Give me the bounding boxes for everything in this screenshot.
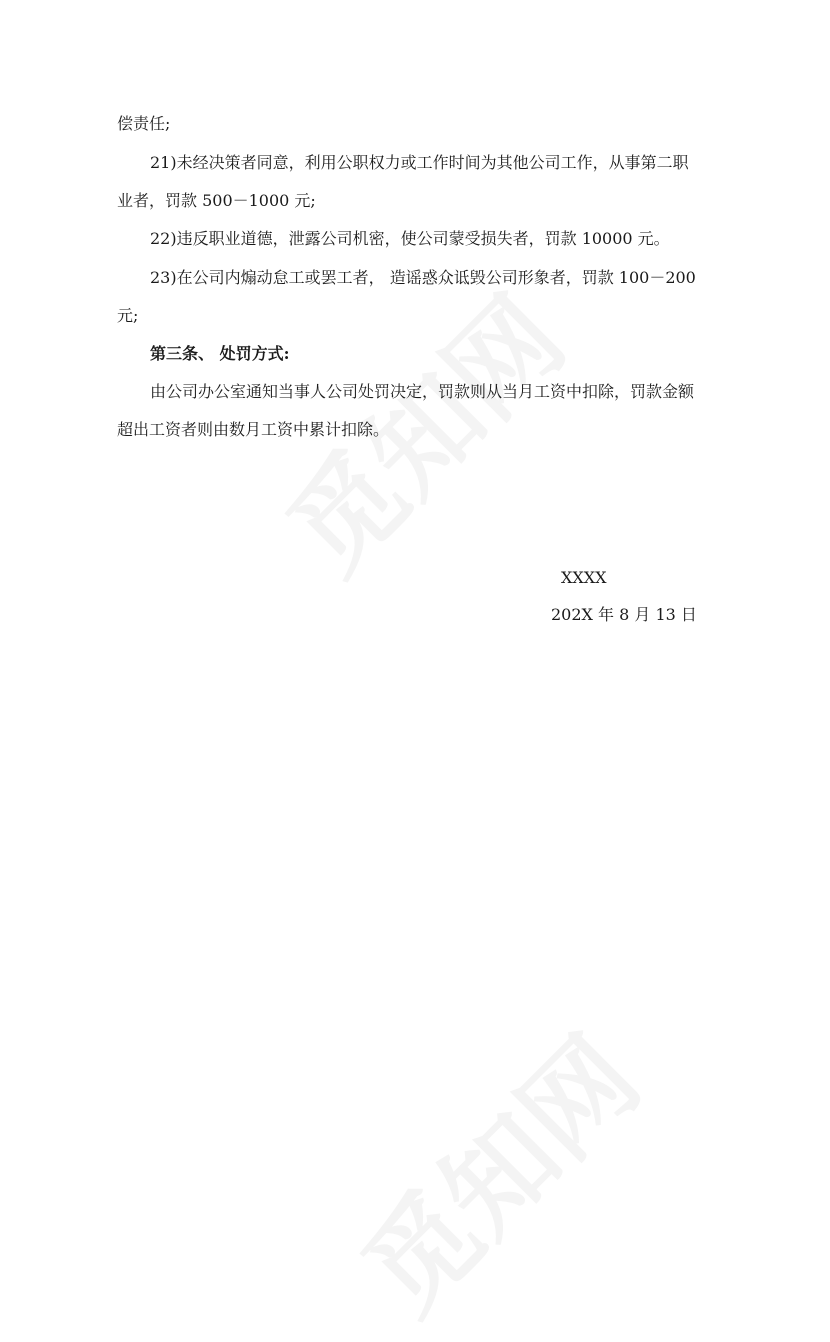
document-line: 偿责任; <box>117 114 171 133</box>
document-line: 业者，罚款 500－1000 元; <box>117 191 316 210</box>
watermark <box>322 996 667 1341</box>
signature-date: 202X 年 8 月 13 日 <box>551 605 697 624</box>
section-body-line: 由公司办公室通知当事人公司处罚决定，罚款则从当月工资中扣除，罚款金额 <box>150 382 695 401</box>
document-line: 元; <box>117 306 139 325</box>
document-line: 21)未经决策者同意，利用公职权力或工作时间为其他公司工作，从事第二职 <box>150 153 689 172</box>
document-line: 22)违反职业道德，泄露公司机密，使公司蒙受损失者，罚款 10000 元。 <box>150 229 670 248</box>
signature-name: XXXX <box>561 568 607 587</box>
section-heading: 第三条、 处罚方式: <box>150 344 290 363</box>
document-line: 23)在公司内煽动怠工或罢工者， 造谣惑众诋毁公司形象者，罚款 100－200 <box>150 268 696 287</box>
section-body-line: 超出工资者则由数月工资中累计扣除。 <box>117 420 390 439</box>
